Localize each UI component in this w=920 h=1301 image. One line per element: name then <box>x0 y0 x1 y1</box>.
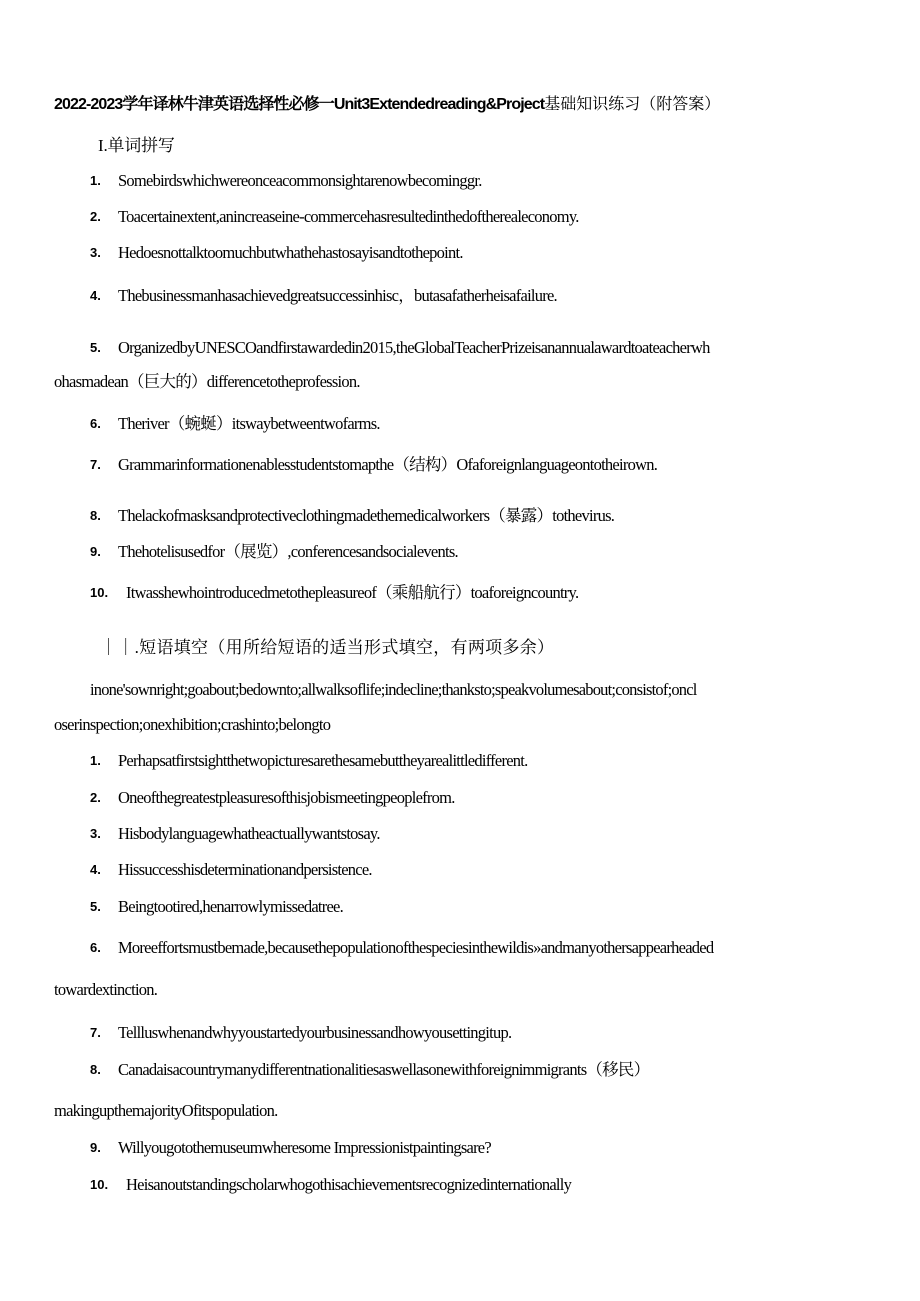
phrase-bank-line-1: inone'sownright;goabout;bedownto;allwalksoflife;indecline;thanksto;speakvolumesabout;consistof;oncl <box>90 680 697 699</box>
s2-question-6-continuation: towardextinction. <box>54 980 158 999</box>
s2-question-3: 3. Hisbodylanguagewhatheactuallywantstosay. <box>90 824 380 843</box>
s1-question-5-continuation: ohasmadean（巨大的）differencetotheprofession. <box>54 372 360 391</box>
title-main: 2022-2023学年译林牛津英语选择性必修一Unit3Extendedreading&Project <box>54 96 545 113</box>
s1-question-3: 3. Hedoesnottalktoomuchbutwhathehastosayisandtothepoint. <box>90 243 463 262</box>
document-title <box>54 91 874 114</box>
s1-question-8: 8. Thelackofmasksandprotectiveclothingmadethemedicalworkers（暴露）tothevirus. <box>90 506 615 525</box>
s2-question-2: 2. Oneofthegreatestpleasuresofthisjobismeetingpeoplefrom. <box>90 788 455 807</box>
s1-question-4: 4. Thebusinessmanhasachievedgreatsuccessinhisc，butasafatherheisafailure. <box>90 286 557 305</box>
section1-heading: I.单词拼写 <box>98 136 175 155</box>
s2-question-10: 10. Heisanoutstandingscholarwhogothisachievementsrecognizedinternationally <box>90 1175 572 1194</box>
s1-question-7: 7. Grammarinformationenablesstudentstomapthe（结构）Ofaforeignlanguageontotheirown. <box>90 455 658 474</box>
s1-question-1: 1. Somebirdswhichwereonceacommonsightarenowbecominggr. <box>90 171 482 190</box>
phrase-bank-line-2: oserinspection;onexhibition;crashinto;belongto <box>54 715 331 734</box>
section2-heading: ｜｜.短语填空（用所给短语的适当形式填空，有两项多余） <box>100 638 555 657</box>
s1-question-5: 5. OrganizedbyUNESCOandfirstawardedin2015,theGlobalTeacherPrizeisanannualawardtoateacherwh <box>90 338 710 357</box>
s2-question-9: 9. Willyougotothemuseumwheresome Impressionistpaintingsare? <box>90 1138 491 1157</box>
s1-question-2: 2. Toacertainextent,anincreaseine-commercehasresultedinthedoftherealeconomy. <box>90 207 579 226</box>
s2-question-4: 4. Hissuccesshisdeterminationandpersistence. <box>90 860 372 879</box>
s1-question-6: 6. Theriver（蜿蜒）itswaybetweentwofarms. <box>90 414 380 433</box>
s2-question-1: 1. Perhapsatfirstsightthetwopicturesarethesamebuttheyarealittledifferent. <box>90 751 528 770</box>
s2-question-5: 5. Beingtootired,henarrowlymissedatree. <box>90 897 344 916</box>
s2-question-8-continuation: makingupthemajorityOfitspopulation. <box>54 1101 278 1120</box>
s2-question-7: 7. Tellluswhenandwhyyoustartedyourbusinessandhowyousettingitup. <box>90 1023 512 1042</box>
s2-question-6: 6. Moreeffortsmustbemade,becausethepopulationofthespeciesinthewildis»andmanyothersappearheaded <box>90 938 714 957</box>
s2-question-8: 8. Canadaisacountrymanydifferentnationalitiesaswellasonewithforeignimmigrants（移民） <box>90 1060 650 1079</box>
s1-question-9: 9. Thehotelisusedfor（展览）,conferencesandsocialevents. <box>90 542 458 561</box>
s1-question-10: 10. Itwasshewhointroducedmetothepleasureof（乘船航行）toaforeigncountry. <box>90 583 579 602</box>
title-suffix: 基础知识练习（附答案） <box>544 96 721 113</box>
